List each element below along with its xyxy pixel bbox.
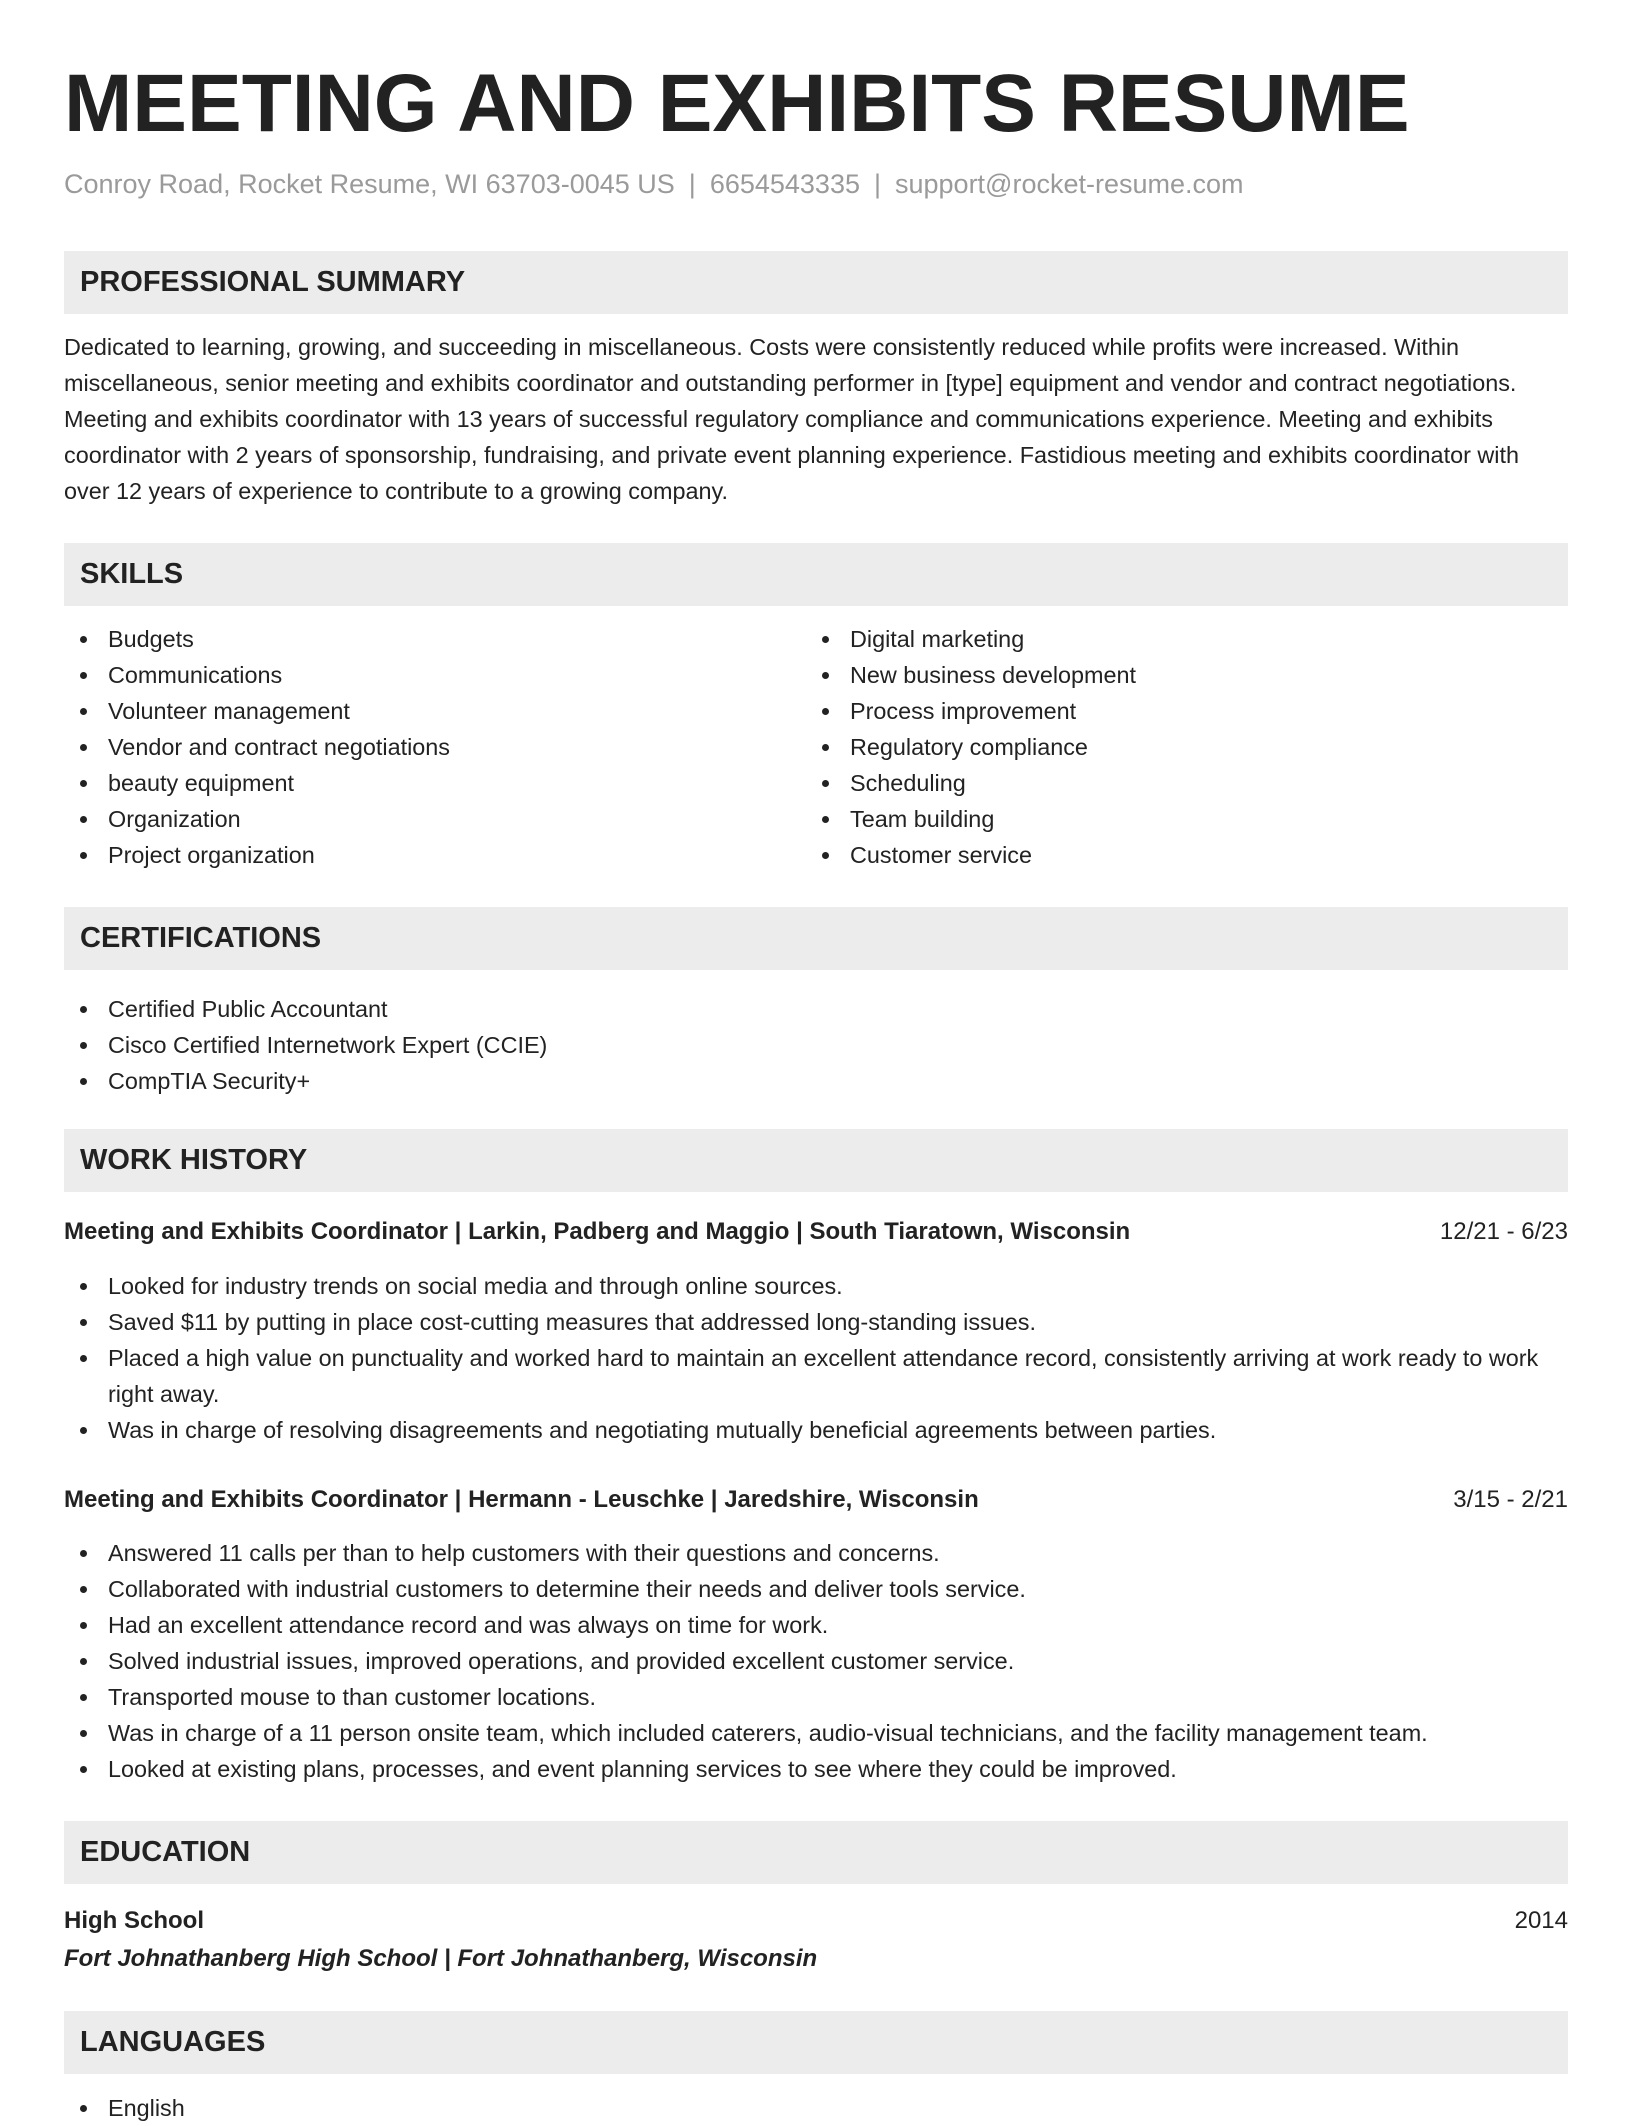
- skill-item: Team building: [806, 801, 1136, 837]
- skill-item: Communications: [64, 657, 450, 693]
- certifications-heading-bar: [64, 907, 1568, 970]
- summary-heading-bar: [64, 251, 1568, 314]
- education-heading-bar: [64, 1821, 1568, 1884]
- skills-list-left: [64, 621, 450, 873]
- resume-title: MEETING AND EXHIBITS RESUME: [64, 58, 1410, 149]
- certification-item: Certified Public Accountant: [64, 991, 547, 1027]
- languages-list: [64, 2090, 185, 2126]
- education-heading: EDUCATION: [80, 1836, 251, 1868]
- contact-separator: |: [873, 169, 881, 199]
- job-bullet: Was in charge of a 11 person onsite team, which included caterers, audio-visual technicians, and the facility management team.: [64, 1715, 1568, 1751]
- summary-heading: PROFESSIONAL SUMMARY: [80, 266, 466, 298]
- skills-heading-bar: [64, 543, 1568, 606]
- skill-item: beauty equipment: [64, 765, 450, 801]
- job-bullet: Answered 11 calls per than to help customers with their questions and concerns.: [64, 1535, 1568, 1571]
- job-bullet: Looked for industry trends on social media and through online sources.: [64, 1268, 1568, 1304]
- job-bullets: [64, 1268, 1568, 1448]
- skill-item: Regulatory compliance: [806, 729, 1136, 765]
- education-school: Fort Johnathanberg High School | Fort Johnathanberg, Wisconsin: [64, 1945, 818, 1972]
- job-bullet: Transported mouse to than customer locations.: [64, 1679, 1568, 1715]
- skill-item: Project organization: [64, 837, 450, 873]
- job-bullet: Collaborated with industrial customers to determine their needs and deliver tools service.: [64, 1571, 1568, 1607]
- skill-item: New business development: [806, 657, 1136, 693]
- contact-phone: 6654543335: [709, 169, 860, 199]
- work-heading-bar: [64, 1129, 1568, 1192]
- summary-text: Dedicated to learning, growing, and succeeding in miscellaneous. Costs were consistently reduced while profits were increased. Within miscellaneous, senior meeting and exhibits coordinator and outstanding performer in [type] equipment and vendor and contract negotiations. Meeting and exhibits coordinator with 13 years of successful regulatory compliance and communications experience. Meeting and exhibits coordinator with 2 years of sponsorship, fundraising, and private event planning experience. Fastidious meeting and exhibits coordinator with over 12 years of experience to contribute to a growing company.: [64, 334, 1519, 504]
- certification-item: CompTIA Security+: [64, 1063, 547, 1099]
- job-title: Meeting and Exhibits Coordinator | Larkin, Padberg and Maggio | South Tiaratown, Wisconsin: [64, 1218, 1131, 1245]
- skill-item: Customer service: [806, 837, 1136, 873]
- contact-separator: |: [688, 169, 696, 199]
- certifications-heading: CERTIFICATIONS: [80, 922, 322, 954]
- certification-item: Cisco Certified Internetwork Expert (CCIE): [64, 1027, 547, 1063]
- job-bullet: Looked at existing plans, processes, and event planning services to see where they could be improved.: [64, 1751, 1568, 1787]
- skill-item: Process improvement: [806, 693, 1136, 729]
- skill-item: Organization: [64, 801, 450, 837]
- education-header: [64, 1903, 1568, 1939]
- education-degree: High School: [64, 1907, 204, 1934]
- contact-email: support@rocket-resume.com: [895, 169, 1244, 199]
- languages-heading: LANGUAGES: [80, 2026, 266, 2058]
- certifications-list: [64, 991, 547, 1099]
- skills-heading: SKILLS: [80, 558, 184, 590]
- skill-item: Budgets: [64, 621, 450, 657]
- job-bullet: Was in charge of resolving disagreements and negotiating mutually beneficial agreements between parties.: [64, 1412, 1568, 1448]
- skill-item: Vendor and contract negotiations: [64, 729, 450, 765]
- job-dates: 3/15 - 2/21: [1453, 1486, 1568, 1513]
- job-bullet: Solved industrial issues, improved operations, and provided excellent customer service.: [64, 1643, 1568, 1679]
- language-item: English: [64, 2090, 185, 2126]
- job-bullet: Saved $11 by putting in place cost-cutting measures that addressed long-standing issues.: [64, 1304, 1568, 1340]
- contact-address: Conroy Road, Rocket Resume, WI 63703-0045 US: [64, 169, 675, 199]
- languages-heading-bar: [64, 2011, 1568, 2074]
- skill-item: Volunteer management: [64, 693, 450, 729]
- job-header: [64, 1214, 1568, 1250]
- contact-line: [64, 166, 1244, 202]
- job-dates: 12/21 - 6/23: [1439, 1218, 1568, 1245]
- work-heading: WORK HISTORY: [80, 1144, 308, 1176]
- job-bullets: [64, 1535, 1568, 1787]
- education-year: 2014: [1514, 1907, 1568, 1934]
- skills-list-right: [806, 621, 1136, 873]
- skill-item: Digital marketing: [806, 621, 1136, 657]
- skill-item: Scheduling: [806, 765, 1136, 801]
- job-bullet: Had an excellent attendance record and was always on time for work.: [64, 1607, 1568, 1643]
- job-title: Meeting and Exhibits Coordinator | Hermann - Leuschke | Jaredshire, Wisconsin: [64, 1486, 979, 1513]
- job-header: [64, 1482, 1568, 1518]
- job-bullet: Placed a high value on punctuality and worked hard to maintain an excellent attendance record, consistently arriving at work ready to work right away.: [64, 1340, 1568, 1412]
